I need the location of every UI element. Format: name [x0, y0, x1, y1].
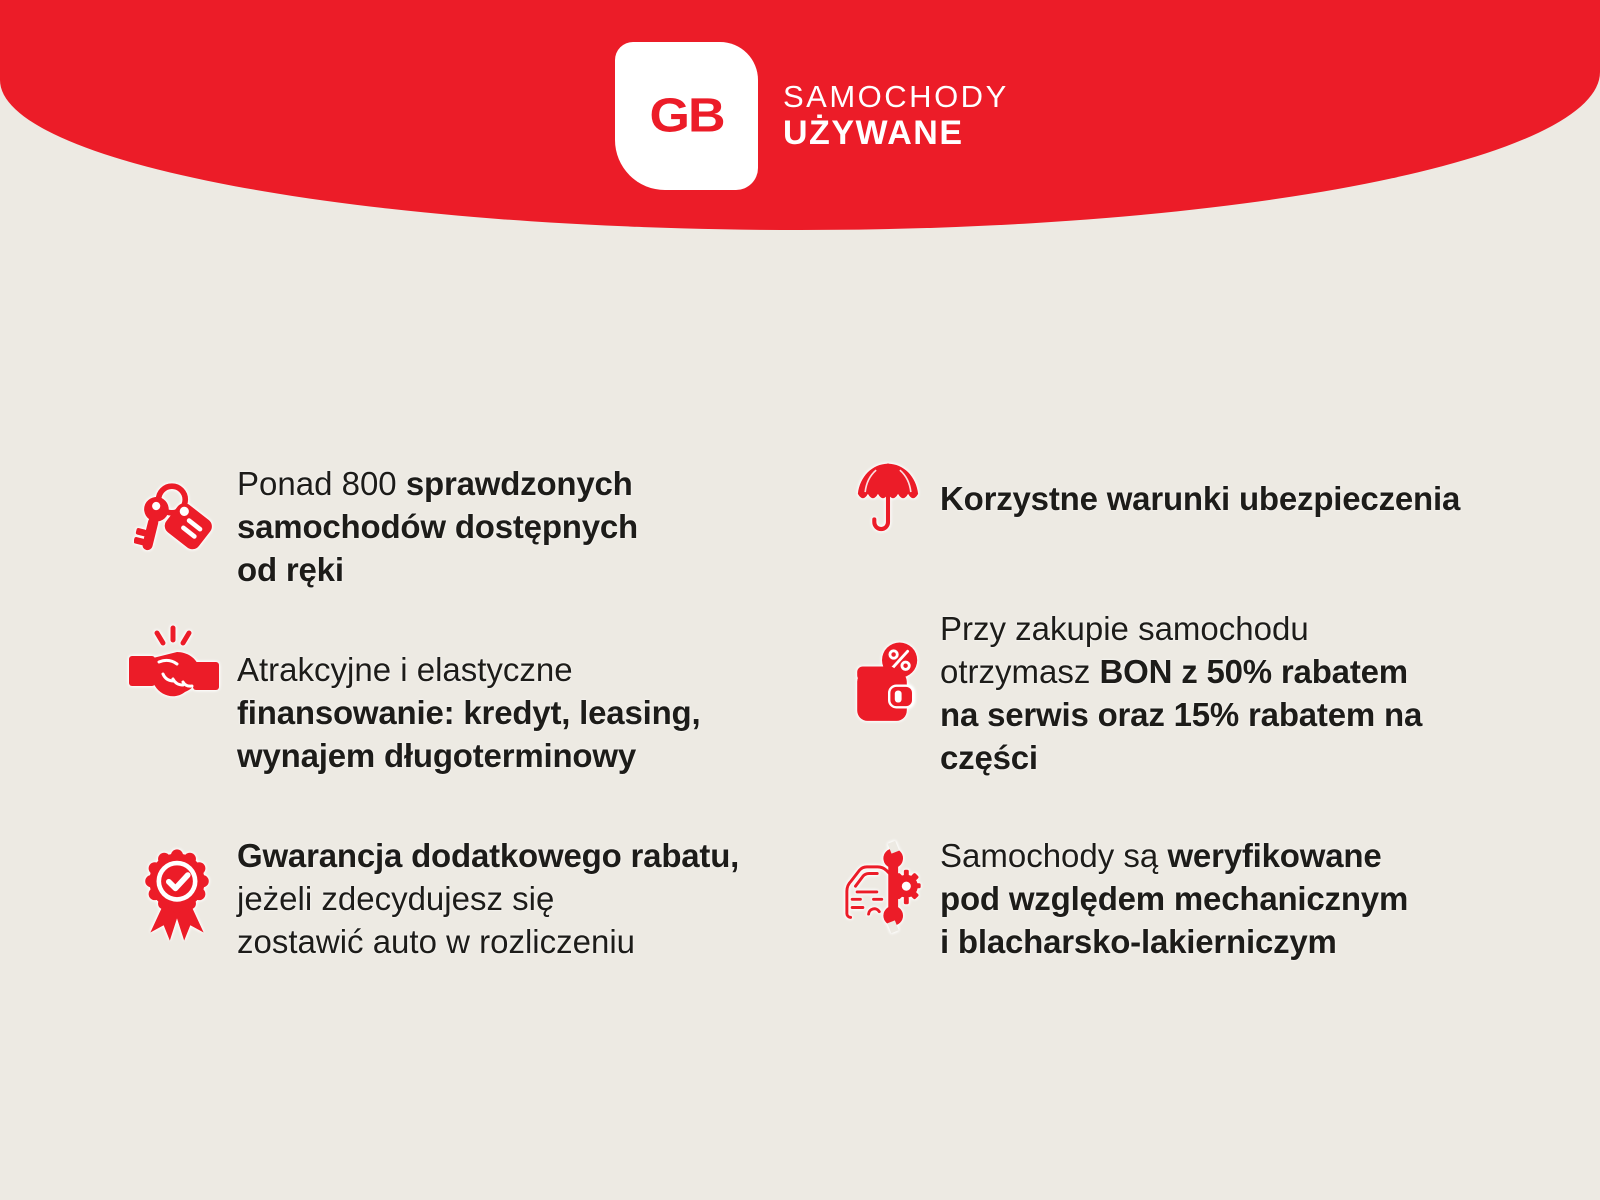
feature-text [940, 834, 1408, 963]
feature-text [940, 477, 1460, 520]
feature-line: Przy zakupie samochodu [940, 610, 1309, 647]
feature-available-cars [237, 462, 638, 591]
header-banner [0, 0, 1600, 230]
feature-line: jeżeli zdecydujesz się [237, 880, 555, 917]
feature-insurance [940, 477, 1460, 520]
brand-title [783, 80, 1009, 151]
feature-line: pod względem mechanicznym [940, 880, 1409, 917]
feature-text [237, 648, 700, 777]
feature-line: otrzymasz BON z 50% rabatem [940, 653, 1408, 690]
feature-line: finansowanie: kredyt, leasing, [237, 694, 701, 731]
feature-line: Gwarancja dodatkowego rabatu, [237, 837, 740, 874]
feature-line: Ponad 800 sprawdzonych [237, 465, 633, 502]
brand-logo-text: GB [649, 89, 724, 143]
feature-text [237, 834, 739, 963]
feature-service-voucher [940, 607, 1422, 779]
feature-discount-guarantee [237, 834, 739, 963]
feature-line: Korzystne warunki ubezpieczenia [940, 480, 1461, 517]
feature-text [237, 462, 638, 591]
handshake-icon [129, 622, 219, 722]
feature-line: Samochody są weryfikowane [940, 837, 1382, 874]
feature-verification [940, 834, 1408, 963]
car-keys-price-tag-icon [134, 478, 216, 560]
feature-text [940, 607, 1422, 779]
brand-title-line2: UŻYWANE [783, 114, 964, 152]
wallet-discount-icon [854, 639, 922, 726]
guarantee-badge-icon [136, 842, 218, 945]
feature-line: zostawić auto w rozliczeniu [237, 923, 635, 960]
feature-line: samochodów dostępnych [237, 508, 639, 545]
feature-line: Atrakcyjne i elastyczne [237, 651, 573, 688]
feature-line: i blacharsko-lakierniczym [940, 923, 1337, 960]
feature-line: części [940, 739, 1038, 776]
brand-title-line1: SAMOCHODY [783, 79, 1009, 114]
brand-logo [615, 42, 758, 190]
feature-line: od ręki [237, 551, 344, 588]
feature-line: wynajem długoterminowy [237, 737, 636, 774]
feature-financing [237, 648, 700, 777]
umbrella-icon [856, 461, 920, 545]
car-service-icon [844, 838, 926, 936]
feature-line: na serwis oraz 15% rabatem na [940, 696, 1423, 733]
